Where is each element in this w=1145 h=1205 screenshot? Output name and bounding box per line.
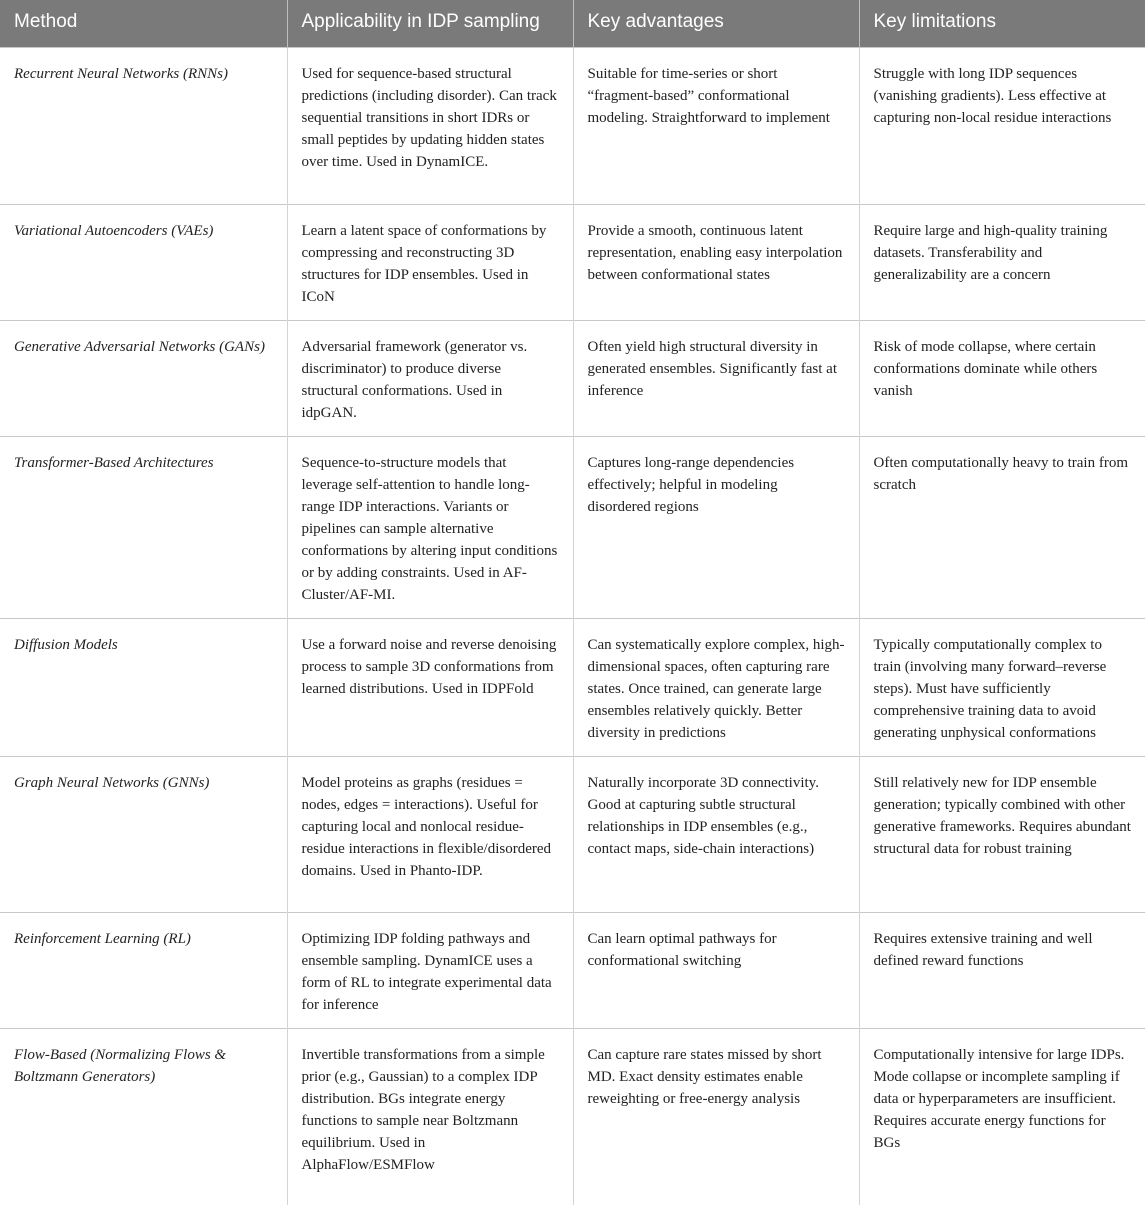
limitations-cell: Requires extensive training and well defined reward functions bbox=[859, 912, 1145, 1028]
advantages-cell: Can learn optimal pathways for conformational switching bbox=[573, 912, 859, 1028]
advantages-cell: Naturally incorporate 3D connectivity. Good at capturing subtle structural relationships in IDP ensembles (e.g., contact maps, side-chain interactions) bbox=[573, 756, 859, 912]
method-cell: Generative Adversarial Networks (GANs) bbox=[0, 320, 287, 436]
advantages-cell: Can capture rare states missed by short MD. Exact density estimates enable reweighting or free-energy analysis bbox=[573, 1028, 859, 1205]
table-row bbox=[0, 912, 1145, 1028]
method-cell: Reinforcement Learning (RL) bbox=[0, 912, 287, 1028]
method-cell: Diffusion Models bbox=[0, 618, 287, 756]
limitations-cell: Still relatively new for IDP ensemble generation; typically combined with other generative frameworks. Requires abundant structural data for robust training bbox=[859, 756, 1145, 912]
applicability-cell: Model proteins as graphs (residues = nodes, edges = interactions). Useful for capturing local and nonlocal residue-residue interactions in flexible/disordered domains. Used in Phanto-IDP. bbox=[287, 756, 573, 912]
applicability-cell: Adversarial framework (generator vs. discriminator) to produce diverse structural conformations. Used in idpGAN. bbox=[287, 320, 573, 436]
limitations-cell: Require large and high-quality training datasets. Transferability and generalizability are a concern bbox=[859, 204, 1145, 320]
limitations-cell: Computationally intensive for large IDPs. Mode collapse or incomplete sampling if data or hyperparameters are insufficient. Requires accurate energy functions for BGs bbox=[859, 1028, 1145, 1205]
table-row bbox=[0, 47, 1145, 204]
table-row bbox=[0, 756, 1145, 912]
header-applicability: Applicability in IDP sampling bbox=[287, 0, 573, 47]
method-cell: Variational Autoencoders (VAEs) bbox=[0, 204, 287, 320]
limitations-cell: Typically computationally complex to train (involving many forward–reverse steps). Must have sufficiently comprehensive training data to avoid generating unphysical conformations bbox=[859, 618, 1145, 756]
applicability-cell: Learn a latent space of conformations by compressing and reconstructing 3D structures for IDP ensembles. Used in ICoN bbox=[287, 204, 573, 320]
header-row bbox=[0, 0, 1145, 47]
method-cell: Transformer-Based Architectures bbox=[0, 436, 287, 618]
applicability-cell: Used for sequence-based structural predictions (including disorder). Can track sequential transitions in short IDRs or small peptides by updating hidden states over time. Used in DynamICE. bbox=[287, 47, 573, 204]
table-row bbox=[0, 204, 1145, 320]
table-body bbox=[0, 47, 1145, 1205]
header-limitations: Key limitations bbox=[859, 0, 1145, 47]
advantages-cell: Suitable for time-series or short “fragment-based” conformational modeling. Straightforward to implement bbox=[573, 47, 859, 204]
header-method: Method bbox=[0, 0, 287, 47]
advantages-cell: Often yield high structural diversity in generated ensembles. Significantly fast at inference bbox=[573, 320, 859, 436]
method-cell: Graph Neural Networks (GNNs) bbox=[0, 756, 287, 912]
applicability-cell: Invertible transformations from a simple prior (e.g., Gaussian) to a complex IDP distribution. BGs integrate energy functions to sample near Boltzmann equilibrium. Used in AlphaFlow/ESMFlow bbox=[287, 1028, 573, 1205]
advantages-cell: Can systematically explore complex, high-dimensional spaces, often capturing rare states. Once trained, can generate large ensembles relatively quickly. Better diversity in predictions bbox=[573, 618, 859, 756]
table-row bbox=[0, 436, 1145, 618]
method-cell: Flow-Based (Normalizing Flows & Boltzmann Generators) bbox=[0, 1028, 287, 1205]
limitations-cell: Risk of mode collapse, where certain conformations dominate while others vanish bbox=[859, 320, 1145, 436]
header-advantages: Key advantages bbox=[573, 0, 859, 47]
limitations-cell: Struggle with long IDP sequences (vanishing gradients). Less effective at capturing non-local residue interactions bbox=[859, 47, 1145, 204]
table-row bbox=[0, 618, 1145, 756]
method-cell: Recurrent Neural Networks (RNNs) bbox=[0, 47, 287, 204]
limitations-cell: Often computationally heavy to train from scratch bbox=[859, 436, 1145, 618]
table-header bbox=[0, 0, 1145, 47]
advantages-cell: Provide a smooth, continuous latent representation, enabling easy interpolation between conformational states bbox=[573, 204, 859, 320]
applicability-cell: Use a forward noise and reverse denoising process to sample 3D conformations from learned distributions. Used in IDPFold bbox=[287, 618, 573, 756]
advantages-cell: Captures long-range dependencies effectively; helpful in modeling disordered regions bbox=[573, 436, 859, 618]
table-row bbox=[0, 1028, 1145, 1205]
applicability-cell: Optimizing IDP folding pathways and ensemble sampling. DynamICE uses a form of RL to integrate experimental data for inference bbox=[287, 912, 573, 1028]
table-row bbox=[0, 320, 1145, 436]
applicability-cell: Sequence-to-structure models that leverage self-attention to handle long-range IDP interactions. Variants or pipelines can sample alternative conformations by altering input conditions or by adding constraints. Used in AF-Cluster/AF-MI. bbox=[287, 436, 573, 618]
